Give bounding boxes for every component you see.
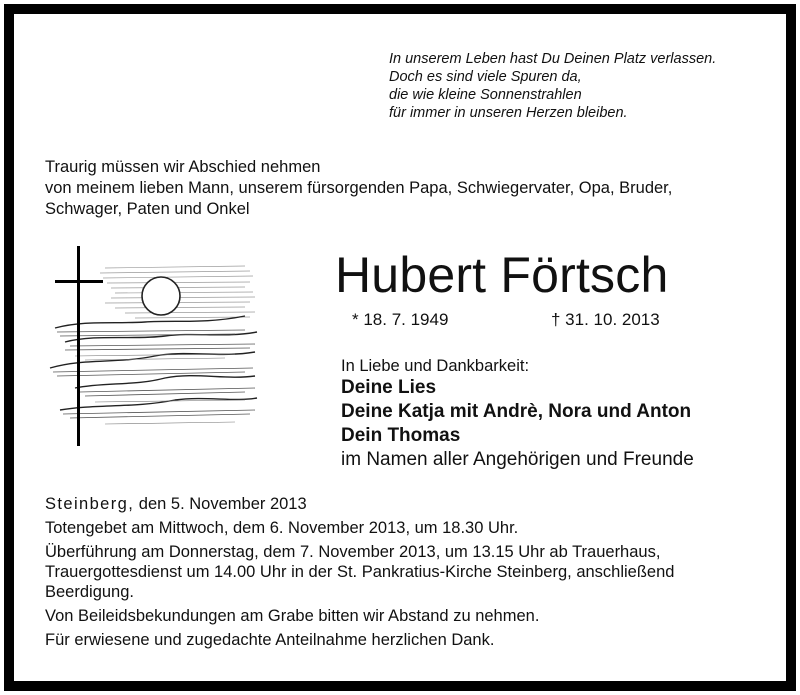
detail-line: Von Beileidsbekundungen am Grabe bitten wir Abstand zu nehmen.: [45, 607, 540, 625]
detail-line: Überführung am Donnerstag, dem 7. November 2013, um 13.15 Uhr ab Trauerhaus,: [45, 543, 661, 561]
mourner-name: Dein Thomas: [341, 425, 461, 446]
mourners-intro: In Liebe und Dankbarkeit:: [341, 357, 530, 375]
detail-line: Beerdigung.: [45, 583, 134, 601]
detail-line: Für erwiesene und zugedachte Anteilnahme herzlichen Dank.: [45, 631, 495, 649]
detail-line: Totengebet am Mittwoch, dem 6. November 2013, um 18.30 Uhr.: [45, 519, 519, 537]
mourner-name: Deine Katja mit Andrè, Nora und Anton: [341, 401, 692, 422]
cross-landscape-image: [45, 246, 259, 452]
death-date: † 31. 10. 2013: [551, 310, 660, 329]
deceased-name: Hubert Förtsch: [335, 247, 669, 303]
service-details: [45, 494, 790, 650]
cross-sun-landscape-icon: [45, 246, 259, 452]
farewell-intro: [45, 157, 785, 220]
intro-line: Schwager, Paten und Onkel: [45, 200, 250, 218]
mourner-name: Deine Lies: [341, 377, 437, 398]
mourners-block: [341, 356, 781, 472]
place: Steinberg,: [45, 495, 135, 513]
poem-line: Doch es sind viele Spuren da,: [389, 69, 582, 85]
intro-line: Traurig müssen wir Abschied nehmen: [45, 158, 321, 176]
poem-line: die wie kleine Sonnenstrahlen: [389, 87, 582, 103]
poem: [389, 50, 789, 122]
poem-line: für immer in unseren Herzen bleiben.: [389, 105, 628, 121]
obituary-notice: [4, 4, 796, 691]
date: den 5. November 2013: [134, 495, 307, 513]
mourners-closing: im Namen aller Angehörigen und Freunde: [341, 449, 694, 470]
detail-line: Trauergottesdienst um 14.00 Uhr in der St. Pankratius-Kirche Steinberg, anschließend: [45, 563, 675, 581]
intro-line: von meinem lieben Mann, unserem fürsorgenden Papa, Schwiegervater, Opa, Bruder,: [45, 179, 673, 197]
birth-date: * 18. 7. 1949: [352, 310, 449, 329]
place-date-line: [45, 494, 790, 514]
poem-line: In unserem Leben hast Du Deinen Platz verlassen.: [389, 51, 717, 67]
